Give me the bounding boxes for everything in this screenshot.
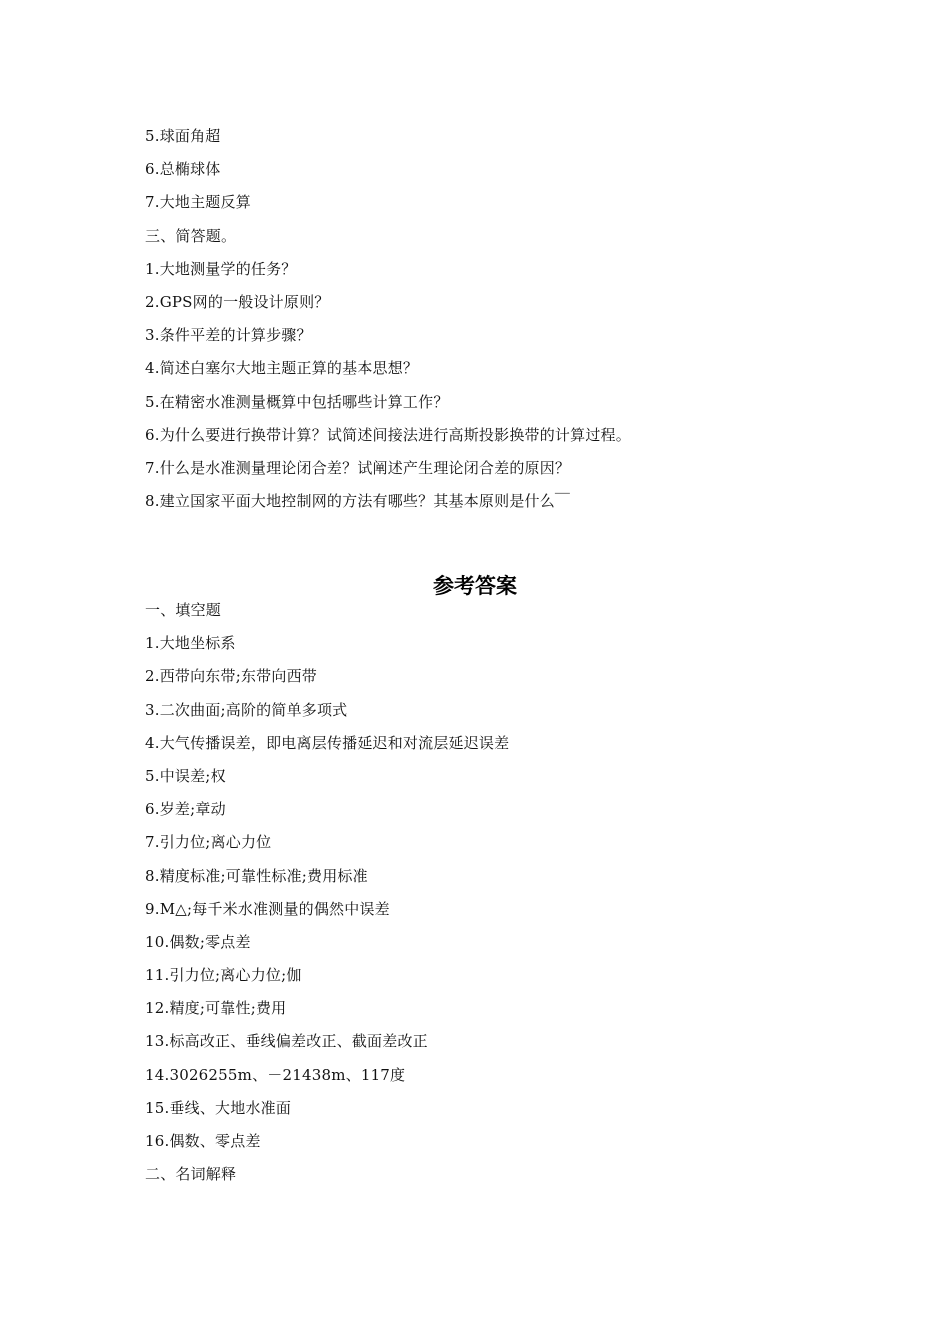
answer-line: 10.偶数;零点差 xyxy=(145,932,251,951)
question-line: 8.建立国家平面大地控制网的方法有哪些？其基本原则是什么￣ xyxy=(145,492,571,511)
question-line: 5.球面角超 xyxy=(145,127,221,145)
answer-line: 4.大气传播误差，即电离层传播延迟和对流层延迟误差 xyxy=(145,733,510,752)
answer-line: 13.标高改正、垂线偏差改正、截面差改正 xyxy=(145,1032,428,1051)
question-line: 6.为什么要进行换带计算？试简述间接法进行高斯投影换带的计算过程。 xyxy=(145,425,631,444)
answer-title: 参考答案 xyxy=(433,574,517,598)
questions-section xyxy=(145,120,825,518)
question-line: 1.大地测量学的任务？ xyxy=(145,259,297,278)
question-line: 6.总椭球体 xyxy=(145,160,221,179)
answer-line: 7.引力位;离心力位 xyxy=(145,833,272,852)
answer-line: 5.中误差;权 xyxy=(145,766,226,785)
question-line: 7.什么是水准测量理论闭合差？试阐述产生理论闭合差的原因？ xyxy=(145,458,571,477)
section-heading: 三、简答题。 xyxy=(145,226,237,245)
question-line: 7.大地主题反算 xyxy=(145,193,251,212)
question-line: 2.GPS网的一般设计原则？ xyxy=(145,292,330,311)
answer-line: 2.西带向东带;东带向西带 xyxy=(145,667,317,686)
section-heading: 二、名词解释 xyxy=(145,1165,237,1184)
question-line: 3.条件平差的计算步骤？ xyxy=(145,326,312,345)
question-line: 4.简述白塞尔大地主题正算的基本思想？ xyxy=(145,359,419,378)
answer-line: 6.岁差;章动 xyxy=(145,800,226,819)
answer-line: 14.3026255m、－21438m、117度 xyxy=(145,1065,406,1084)
answer-line: 16.偶数、零点差 xyxy=(145,1132,261,1150)
answer-line: 3.二次曲面;高阶的简单多项式 xyxy=(145,700,348,719)
answer-line: 15.垂线、大地水准面 xyxy=(145,1098,292,1117)
answer-line: 8.精度标准;可靠性标准;费用标准 xyxy=(145,866,368,885)
question-line: 5.在精密水准测量概算中包括哪些计算工作？ xyxy=(145,392,449,411)
answer-line: 12.精度;可靠性;费用 xyxy=(145,999,287,1018)
answer-line: 9.M△;每千米水准测量的偶然中误差 xyxy=(145,899,390,918)
section-heading: 一、填空题 xyxy=(145,601,222,619)
answer-line: 11.引力位;离心力位;伽 xyxy=(145,966,302,985)
answer-line: 1.大地坐标系 xyxy=(145,634,236,653)
answers-section xyxy=(145,594,825,1191)
